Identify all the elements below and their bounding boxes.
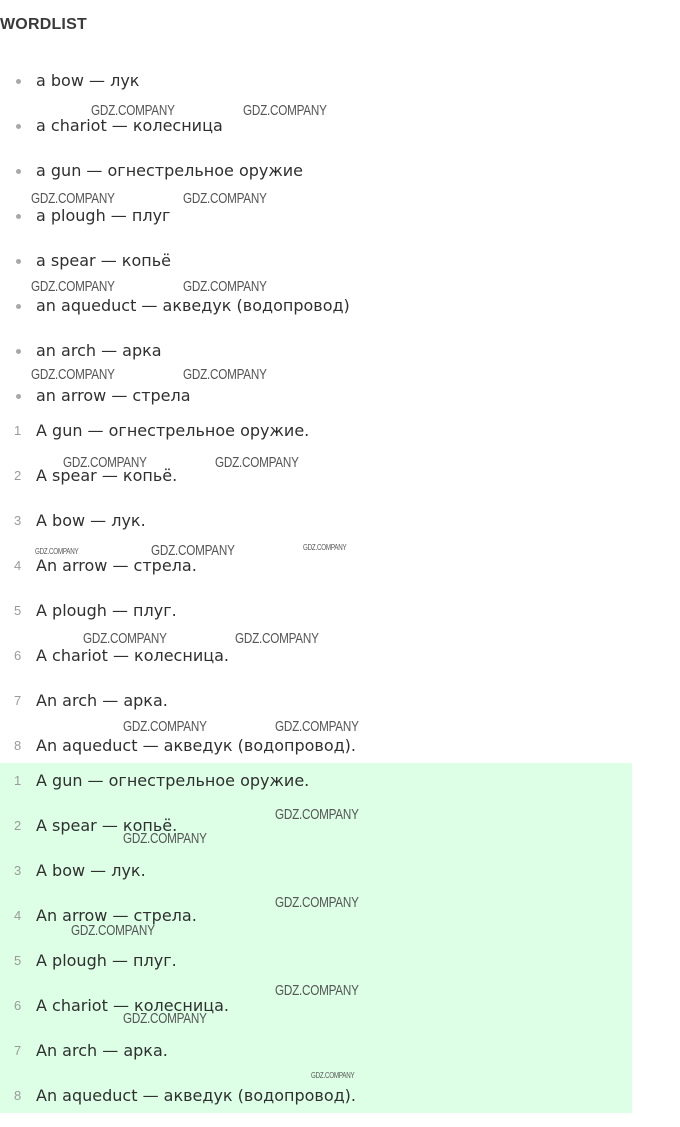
item-number: 8	[14, 1088, 22, 1103]
numbered-item	[0, 642, 356, 687]
item-text: An arrow — стрела.	[36, 556, 197, 575]
item-number: 8	[14, 738, 22, 753]
bullet-icon	[16, 304, 21, 309]
item-number: 6	[14, 648, 22, 663]
numbered-item	[0, 417, 356, 462]
watermark: GDZ.COMPANY	[275, 894, 359, 911]
list-item	[0, 292, 350, 337]
numbered-item	[0, 1037, 356, 1082]
item-text: An arrow — стрела.	[36, 906, 197, 925]
item-text: A spear — копьё.	[36, 816, 178, 835]
list-item-text: an aqueduct — акведук (водопровод)	[36, 296, 350, 315]
watermark: GDZ.COMPANY	[183, 190, 267, 207]
watermark: GDZ.COMPANY	[243, 102, 327, 119]
item-number: 4	[14, 558, 22, 573]
item-text: An aqueduct — акведук (водопровод).	[36, 1086, 357, 1105]
watermark: GDZ.COMPANY	[31, 190, 115, 207]
watermark: GDZ.COMPANY	[123, 830, 207, 847]
watermark: GDZ.COMPANY	[151, 542, 235, 559]
item-text: A spear — копьё.	[36, 466, 178, 485]
bullet-icon	[16, 169, 21, 174]
bullet-icon	[16, 79, 21, 84]
watermark: GDZ.COMPANY	[91, 102, 175, 119]
item-text: A plough — плуг.	[36, 951, 177, 970]
item-number: 7	[14, 1043, 22, 1058]
list-item-text: an arch — арка	[36, 341, 162, 360]
watermark: GDZ.COMPANY	[311, 1071, 355, 1080]
item-number: 2	[14, 818, 22, 833]
item-number: 3	[14, 863, 22, 878]
watermark: GDZ.COMPANY	[183, 366, 267, 383]
item-number: 1	[14, 773, 22, 788]
list-item-text: a gun — огнестрельное оружие	[36, 161, 304, 180]
bullet-icon	[16, 349, 21, 354]
numbered-item	[0, 462, 356, 507]
list-item-text: a bow — лук	[36, 71, 140, 90]
watermark: GDZ.COMPANY	[123, 718, 207, 735]
watermark: GDZ.COMPANY	[275, 806, 359, 823]
item-number: 3	[14, 513, 22, 528]
item-text: An aqueduct — акведук (водопровод).	[36, 736, 357, 755]
watermark: GDZ.COMPANY	[31, 366, 115, 383]
list-item	[0, 202, 350, 247]
watermark: GDZ.COMPANY	[275, 718, 359, 735]
item-number: 6	[14, 998, 22, 1013]
watermark: GDZ.COMPANY	[83, 630, 167, 647]
item-text: A chariot — колесница.	[36, 646, 229, 665]
item-number: 2	[14, 468, 22, 483]
item-text: An arch — арка.	[36, 691, 168, 710]
item-text: A plough — плуг.	[36, 601, 177, 620]
watermark: GDZ.COMPANY	[63, 454, 147, 471]
watermark: GDZ.COMPANY	[123, 1010, 207, 1027]
list-item-text: an arrow — стрела	[36, 386, 191, 405]
item-number: 4	[14, 908, 22, 923]
list-item-text: a plough — плуг	[36, 206, 171, 225]
item-text: An arch — арка.	[36, 1041, 168, 1060]
numbered-item	[0, 1082, 356, 1127]
item-number: 5	[14, 953, 22, 968]
item-text: A bow — лук.	[36, 861, 146, 880]
list-item-text: a chariot — колесница	[36, 116, 223, 135]
list-item-text: a spear — копьё	[36, 251, 171, 270]
watermark: GDZ.COMPANY	[35, 547, 79, 556]
item-text: A bow — лук.	[36, 511, 146, 530]
watermark: GDZ.COMPANY	[275, 982, 359, 999]
watermark: GDZ.COMPANY	[235, 630, 319, 647]
item-text: A chariot — колесница.	[36, 996, 229, 1015]
item-text: A gun — огнестрельное оружие.	[36, 421, 310, 440]
bullet-icon	[16, 259, 21, 264]
bullet-icon	[16, 394, 21, 399]
item-text: A gun — огнестрельное оружие.	[36, 771, 310, 790]
bullet-icon	[16, 124, 21, 129]
bullet-icon	[16, 214, 21, 219]
wordlist-title: WORDLIST	[0, 16, 87, 33]
watermark: GDZ.COMPANY	[303, 543, 347, 552]
watermark: GDZ.COMPANY	[31, 278, 115, 295]
item-number: 7	[14, 693, 22, 708]
watermark: GDZ.COMPANY	[183, 278, 267, 295]
item-number: 1	[14, 423, 22, 438]
watermark: GDZ.COMPANY	[215, 454, 299, 471]
item-number: 5	[14, 603, 22, 618]
watermark: GDZ.COMPANY	[71, 922, 155, 939]
